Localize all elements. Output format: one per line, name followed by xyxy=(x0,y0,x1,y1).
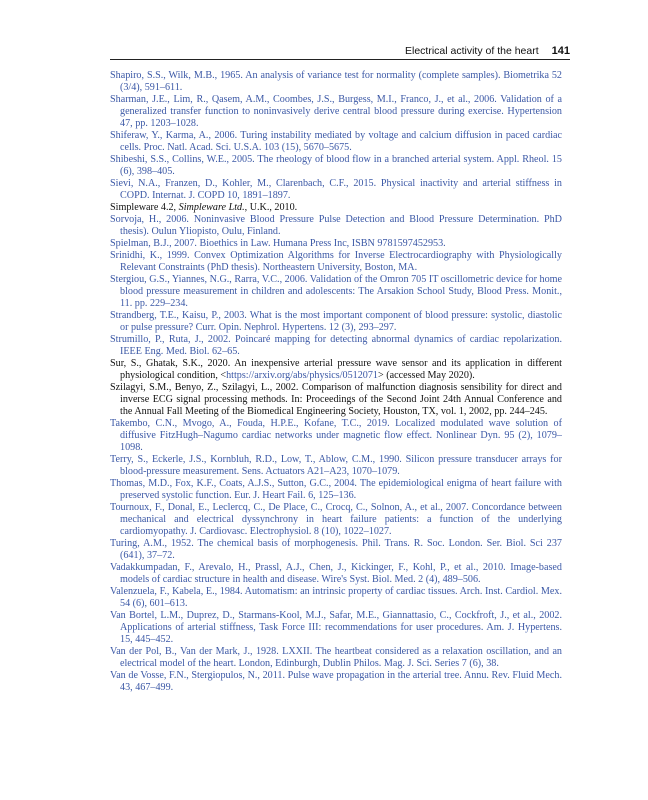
reference-entry[interactable]: Van der Pol, B., Van der Mark, J., 1928. LXXII. The heartbeat considered as a relaxation oscillation, and an electrical model of the heart. London, Edinburgh, Dublin Philos. Mag. J. Sci. Series 7 (6), 38. xyxy=(110,646,562,669)
reference-entry[interactable]: Sharman, J.E., Lim, R., Qasem, A.M., Coombes, J.S., Burgess, M.I., Franco, J., et al., 2006. Validation of a generalized transfer function to noninvasively derive central blood pressure during exercise. Hypertension 47, pp. 1203–1028. xyxy=(110,94,562,129)
reference-entry[interactable]: Sievi, N.A., Franzen, D., Kohler, M., Clarenbach, C.F., 2015. Physical inactivity and arterial stiffness in COPD. Internat. J. COPD 10, 1891–1897. xyxy=(110,178,562,201)
reference-entry[interactable]: Sorvoja, H., 2006. Noninvasive Blood Pressure Pulse Detection and Blood Pressure Determination. PhD thesis). Oulun Yliopisto, Oulu, Finland. xyxy=(110,214,562,237)
reference-entry[interactable]: Shiferaw, Y., Karma, A., 2006. Turing instability mediated by voltage and calcium diffusion in paced cardiac cells. Proc. Natl. Acad. Sci. U.S.A. 103 (15), 5670–5675. xyxy=(110,130,562,153)
reference-entry: Szilagyi, S.M., Benyo, Z., Szilagyi, L., 2002. Comparison of malfunction diagnosis sensibility for direct and inverse ECG signal processing methods. In: Proceedings of the Second Joint 24th Annual Conference and the Annual Fall Meeting of the Biomedical Engineering Society, Houston, TX, vol. 1, 2002, pp. 244–245. xyxy=(110,382,562,417)
reference-entry[interactable]: Srinidhi, K., 1999. Convex Optimization Algorithms for Inverse Electrocardiography with Physiologically Relevant Constraints (PhD thesis). Northeastern University, Boston, MA. xyxy=(110,250,562,273)
reference-entry[interactable]: Thomas, M.D., Fox, K.F., Coats, A.J.S., Sutton, G.C., 2004. The epidemiological enigma of heart failure with preserved systolic function. Eur. J. Heart Fail. 6, 125–136. xyxy=(110,478,562,501)
reference-entry[interactable]: Turing, A.M., 1952. The chemical basis of morphogenesis. Phil. Trans. R. Soc. London. Ser. Biol. Sci 237 (641), 37–72. xyxy=(110,538,562,561)
running-title: Electrical activity of the heart xyxy=(405,45,539,57)
reference-entry[interactable]: Vadakkumpadan, F., Arevalo, H., Prassl, A.J., Chen, J., Kickinger, F., Kohl, P., et al., 2010. Image-based models of cardiac structure in health and disease. Wire's Syst. Biol. Med. 2 (4), 489–506. xyxy=(110,562,562,585)
reference-text: , U.K., 2010. xyxy=(244,202,298,213)
reference-text: > (accessed May 2020). xyxy=(377,370,475,381)
reference-entry[interactable]: Spielman, B.J., 2007. Bioethics in Law. Humana Press Inc, ISBN 9781597452953. xyxy=(110,238,446,249)
reference-entry[interactable]: Van Bortel, L.M., Duprez, D., Starmans-Kool, M.J., Safar, M.E., Giannattasio, C., Cockfroft, J., et al., 2002. Applications of arterial stiffness, Task Force III: recommendations for user procedures. Am. J. Hypertens. 15, 445–452. xyxy=(110,610,562,645)
header-rule xyxy=(110,59,570,60)
reference-entry[interactable]: Takembo, C.N., Mvogo, A., Fouda, H.P.E., Kofane, T.C., 2019. Localized modulated wave solution of diffusive FitzHugh–Nagumo cardiac networks under magnetic flow effect. Nonlinear Dyn. 95 (2), 1079–1098. xyxy=(110,418,562,453)
reference-entry[interactable]: Tournoux, F., Donal, E., Leclercq, C., De Place, C., Crocq, C., Solnon, A., et al., 2007. Concordance between mechanical and electrical dyssynchrony in heart failure patients: a function of the underlying cardiomyopathy. J. Cardiovasc. Electrophysiol. 8 (10), 1022–1027. xyxy=(110,502,562,537)
reference-entry[interactable]: Strumillo, P., Ruta, J., 2002. Poincaré mapping for detecting abnormal dynamics of cardiac repolarization. IEEE Eng. Med. Biol. 62–65. xyxy=(110,334,562,357)
reference-url[interactable]: https://arxiv.org/abs/physics/0512071 xyxy=(226,370,378,381)
reference-entry[interactable]: Shapiro, S.S., Wilk, M.B., 1965. An analysis of variance test for normality (complete samples). Biometrika 52 (3/4), 591–611. xyxy=(110,70,562,93)
reference-entry xyxy=(110,358,562,382)
reference-entry[interactable]: Van de Vosse, F.N., Stergiopulos, N., 2011. Pulse wave propagation in the arterial tree. Annu. Rev. Fluid Mech. 43, 467–499. xyxy=(110,670,562,693)
reference-entry[interactable]: Terry, S., Eckerle, J.S., Kornbluh, R.D., Low, T., Ablow, C.M., 1990. Silicon pressure transducer arrays for blood-pressure measurement. Sens. Actuators A21–A23, 1070–1079. xyxy=(110,454,562,477)
reference-entry[interactable]: Stergiou, G.S., Yiannes, N.G., Rarra, V.C., 2006. Validation of the Omron 705 IT oscillometric device for home blood pressure measurement in children and adolescents: The Arsakion School Study, Blood Press. Monit., 11. pp. 229–234. xyxy=(110,274,562,309)
reference-list xyxy=(110,70,562,694)
reference-entry xyxy=(110,202,562,214)
reference-entry[interactable]: Valenzuela, F., Kabela, E., 1984. Automatism: an intrinsic property of cardiac tissues. Arch. Inst. Cardiol. Mex. 54 (6), 601–613. xyxy=(110,586,562,609)
page-number: 141 xyxy=(551,45,570,57)
reference-entry[interactable]: Shibeshi, S.S., Collins, W.E., 2005. The rheology of blood flow in a branched arterial system. Appl. Rheol. 15 (6), 398–405. xyxy=(110,154,562,177)
running-head xyxy=(110,37,570,57)
reference-text: Simpleware 4.2, xyxy=(110,202,179,213)
reference-text: Sur, S., Ghatak, S.K., 2020. An inexpensive arterial pressure wave sensor and its application in different physiological condition, < xyxy=(110,358,562,381)
reference-entry[interactable]: Strandberg, T.E., Kaisu, P., 2003. What is the most important component of blood pressure: systolic, diastolic or pulse pressure? Curr. Opin. Nephrol. Hypertens. 12 (3), 293–297. xyxy=(110,310,562,333)
reference-italic: Simpleware Ltd. xyxy=(178,202,245,213)
